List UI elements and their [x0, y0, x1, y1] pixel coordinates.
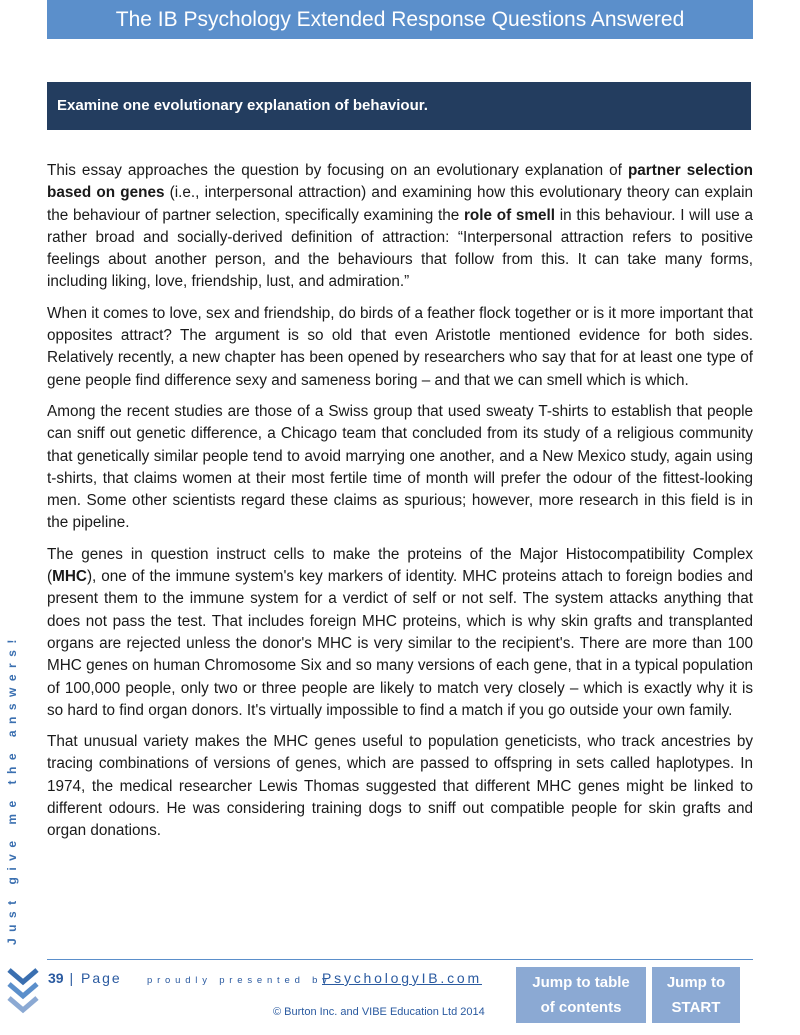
page-number [48, 970, 122, 986]
paragraph-2: When it comes to love, sex and friendship, do birds of a feather flock together or is it more important that opposites attract? The argument is so old that even Aristotle mentioned evidence for both sides. Relatively recently, a new chapter has been opened by researchers who say that for at least one type of gene people find difference sexy and sameness boring – and that we can smell which is which. [47, 304, 753, 389]
p1-text-a: This essay approaches the question by focusing on an evolutionary explanation of [47, 162, 628, 179]
site-link[interactable]: PsychologyIB.com [322, 970, 482, 986]
side-tagline: Just give me the answers! [5, 633, 19, 945]
p1-text-c: (i.e., interpersonal attraction) and examining how this evolutionary theory can explain the behaviour of partner selection, specifically examining the [47, 184, 753, 224]
toc-button-line-1: Jump to table [532, 974, 630, 991]
p1-bold-partner-selection: partner selection based on genes [47, 162, 754, 202]
presented-by-text: proudly presented by [147, 975, 332, 986]
paragraph-5: That unusual variety makes the MHC genes useful to population geneticists, who track ancestries by tracing combinations of versions of genes, which are passed to offspring in sets called haplotypes. In 1974, the medical researcher Lewis Thomas suggested that different MHC genes might be linked to different odours. He was considering training dogs to sniff out compatible people for skin grafts and organ donations. [47, 733, 753, 840]
p4-text-c: ), one of the immune system's key markers of identity. MHC proteins attach to foreign bodies and present them to the immune system for a verdict of self or not self. The system attacks anything that does not pass the test. That includes foreign MHC proteins, which is why skin grafts and transplanted organs are rejected unless the donor's MHC is very similar to the recipient's. There are more than 100 MHC genes on human Chromosome Six and so many versions of each gene, that in a typical population of 100,000 people, only two or three people are likely to match very closely – which is exactly why it is so hard to find organ donors. It's virtually impossible to find a match if you go outside your own family. [47, 568, 753, 719]
toc-button-line-2: of contents [540, 999, 622, 1016]
p1-bold-role-of-smell: role of smell [463, 206, 556, 224]
p1-text-e: in this behaviour. I will use a rather broad and socially-derived definition of attraction: “Interpersonal attraction refers to positive feelings about another person, and the behaviours that follow from this. It can take many forms, including liking, love, friendship, lust, and admiration.” [47, 206, 754, 291]
header-title-bar [47, 0, 753, 39]
paragraph-1 [47, 160, 753, 294]
start-button-line-1: Jump to [666, 974, 726, 991]
question-text: Examine one evolutionary explanation of behaviour. [57, 97, 428, 114]
start-button-line-2: START [671, 999, 721, 1016]
page-label: | Page [69, 970, 122, 986]
essay-body [47, 160, 753, 852]
p4-bold-mhc: MHC [52, 568, 87, 586]
p4-text-a: The genes in question instruct cells to make the proteins of the Major Histocompatibility Complex ( [47, 545, 753, 586]
footer-divider [47, 959, 753, 960]
jump-to-start-button[interactable] [652, 967, 740, 1023]
paragraph-4 [47, 544, 753, 722]
question-box [47, 82, 751, 130]
paragraph-3: Among the recent studies are those of a Swiss group that used sweaty T-shirts to establish that people can sniff out genetic difference, a Chicago team that concluded from its study of a religious community that genetically similar people tend to avoid marrying one another, and a New Mexico study, again using t-shirts, that claims women at their most fertile time of month will prefer the odour of the fittest-looking men. Some other scientists regard these claims as spurious; however, more research in this field is in the pipeline. [47, 402, 753, 532]
header-title: The IB Psychology Extended Response Questions Answered [115, 8, 685, 31]
jump-to-contents-button[interactable] [516, 967, 646, 1023]
page-number-value: 39 [48, 970, 64, 986]
chevron-down-icon [6, 966, 40, 1029]
copyright-text: © Burton Inc. and VIBE Education Ltd 2014 [273, 1006, 485, 1018]
